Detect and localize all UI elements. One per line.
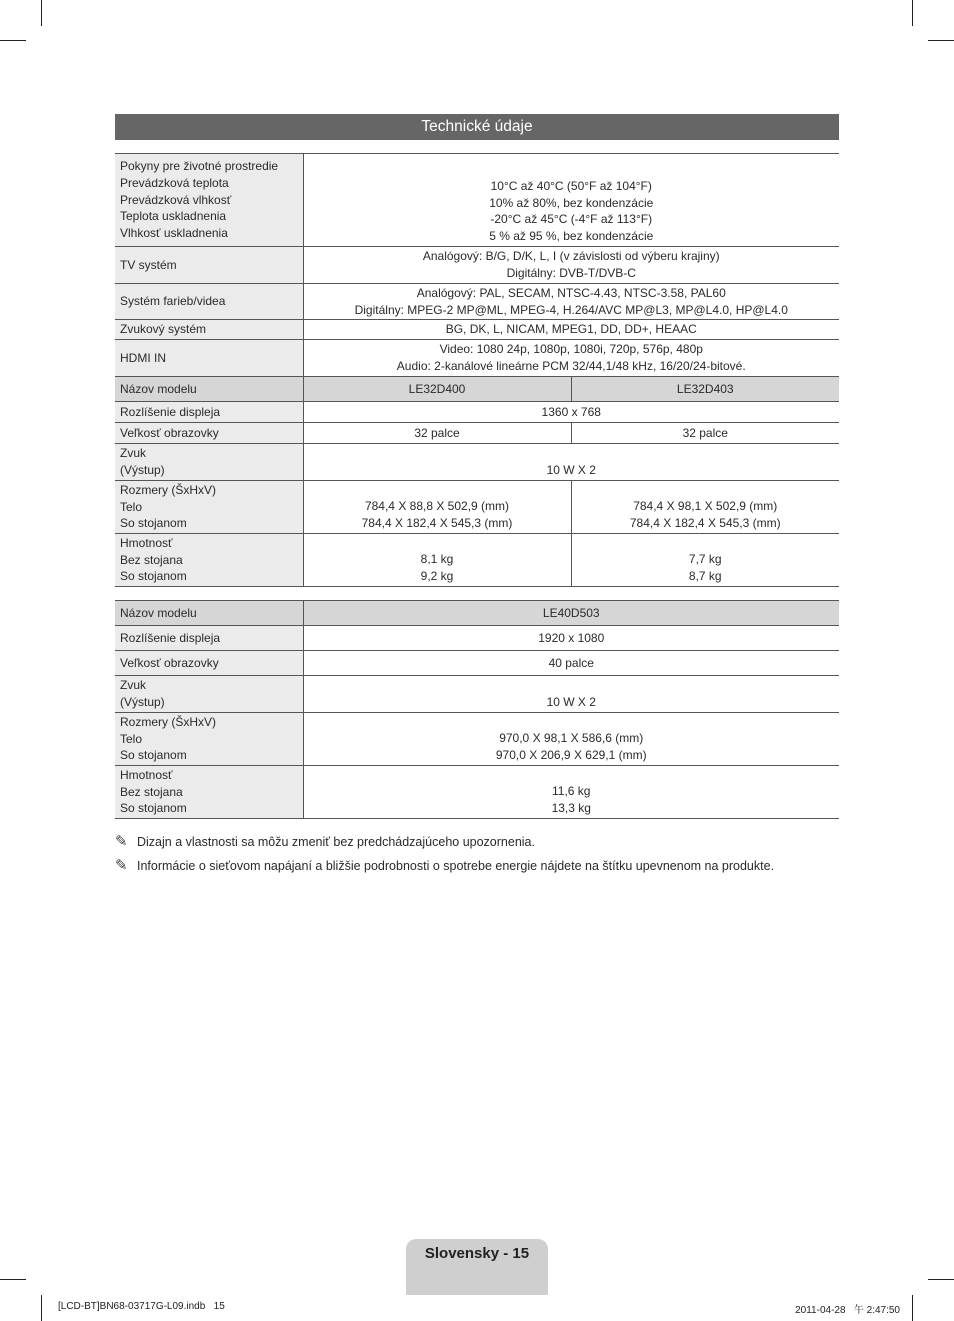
- env-labels: [115, 154, 303, 247]
- weight-a: [303, 534, 571, 587]
- notes: [115, 830, 839, 878]
- weight-line: 13,3 kg: [551, 801, 591, 816]
- table-row: [115, 626, 839, 651]
- weight-value: 8,7 kg: [688, 569, 722, 584]
- table-row: [115, 713, 839, 766]
- weight-value: 7,7 kg: [688, 552, 722, 567]
- dimensions-label: Rozmery (ŠxHxV): [120, 482, 217, 497]
- table-row: [115, 444, 839, 481]
- sound-label: (Výstup): [120, 463, 165, 477]
- weight-label: Hmotnosť: [120, 535, 173, 550]
- tv-system-label: TV systém: [115, 247, 303, 284]
- sound-value: 10 W X 2: [303, 676, 839, 713]
- spec-table-le32: [115, 153, 839, 587]
- pencil-note-icon: ✎: [115, 857, 128, 874]
- note-item: [115, 854, 839, 878]
- dimensions-value: 784,4 X 88,8 X 502,9 (mm): [364, 499, 510, 514]
- model-a: LE32D400: [303, 377, 571, 402]
- sound-label: Zvuk: [120, 678, 147, 693]
- color-system-label: Systém farieb/videa: [115, 284, 303, 320]
- dimensions-label: Rozmery (ŠxHxV): [120, 714, 217, 729]
- screen-size-b: 32 palce: [571, 423, 839, 444]
- resolution-value: 1360 x 768: [303, 402, 839, 423]
- crop-mark: [928, 40, 954, 41]
- model-label: Názov modelu: [115, 377, 303, 402]
- note-text: Dizajn a vlastnosti sa môžu zmeniť bez predchádzajúceho upozornenia.: [137, 835, 535, 849]
- sound-value: 10 W X 2: [303, 444, 839, 481]
- table-row: [115, 481, 839, 534]
- table-row: [115, 423, 839, 444]
- resolution-label: Rozlíšenie displeja: [115, 402, 303, 423]
- env-label: Prevádzková teplota: [120, 175, 229, 190]
- dimensions-label: So stojanom: [120, 748, 187, 763]
- env-value: 5 % až 95 %, bez kondenzácie: [489, 229, 654, 244]
- weight-label: So stojanom: [120, 569, 187, 584]
- dimensions-label: So stojanom: [120, 516, 187, 531]
- weight-b: [571, 534, 839, 587]
- sound-system-value: BG, DK, L, NICAM, MPEG1, DD, DD+, HEAAC: [303, 320, 839, 340]
- dimensions-value: [303, 713, 839, 766]
- screen-size-label: Veľkosť obrazovky: [115, 423, 303, 444]
- weight-label: Bez stojana: [120, 552, 183, 567]
- table-row: [115, 766, 839, 819]
- sound-labels: [115, 676, 303, 713]
- tv-system-line: Digitálny: DVB-T/DVB-C: [506, 266, 636, 280]
- dimensions-label: Telo: [120, 731, 143, 746]
- sound-label: Zvuk: [120, 446, 147, 461]
- crop-mark: [0, 40, 26, 41]
- weight-value: 9,2 kg: [420, 569, 454, 584]
- note-text: Informácie o sieťovom napájaní a bližšie podrobnosti o spotrebe energie nájdete na štítku upevnenom na produkte.: [137, 859, 775, 873]
- spec-table-le40: [115, 600, 839, 819]
- env-label: Teplota uskladnenia: [120, 209, 227, 224]
- dimensions-a: [303, 481, 571, 534]
- dimensions-labels: [115, 481, 303, 534]
- resolution-value: 1920 x 1080: [303, 626, 839, 651]
- weight-label: So stojanom: [120, 801, 187, 816]
- env-values: [303, 154, 839, 247]
- note-item: [115, 830, 839, 854]
- dimensions-value: 784,4 X 182,4 X 545,3 (mm): [629, 516, 781, 531]
- model-value: LE40D503: [303, 601, 839, 626]
- hdmi-line: Video: 1080 24p, 1080p, 1080i, 720p, 576p, 480p: [439, 342, 703, 357]
- weight-label: Bez stojana: [120, 784, 183, 799]
- table-row: [115, 247, 839, 284]
- model-b: LE32D403: [571, 377, 839, 402]
- print-slug-right: 2011-04-28 午 2:47:50: [795, 1305, 900, 1316]
- tv-system-value: [303, 247, 839, 284]
- dimensions-line: 970,0 X 206,9 X 629,1 (mm): [495, 748, 647, 763]
- table-row: [115, 651, 839, 676]
- dimensions-b: [571, 481, 839, 534]
- table-row: [115, 534, 839, 587]
- crop-mark: [928, 1279, 954, 1280]
- weight-labels: [115, 766, 303, 819]
- screen-size-label: Veľkosť obrazovky: [115, 651, 303, 676]
- crop-mark: [912, 0, 913, 26]
- env-value: 10% až 80%, bez kondenzácie: [489, 195, 654, 210]
- hdmi-label: HDMI IN: [115, 340, 303, 377]
- dimensions-line: 970,0 X 98,1 X 586,6 (mm): [499, 731, 644, 746]
- weight-line: 11,6 kg: [552, 784, 591, 799]
- table-row: [115, 676, 839, 713]
- color-system-value: [303, 284, 839, 320]
- color-system-line: Digitálny: MPEG-2 MP@ML, MPEG-4, H.264/AVC MP@L3, MP@L4.0, HP@L4.0: [354, 302, 788, 317]
- model-label: Názov modelu: [115, 601, 303, 626]
- env-label: Vlhkosť uskladnenia: [120, 226, 228, 241]
- dimensions-labels: [115, 713, 303, 766]
- section-title: Technické údaje: [115, 114, 839, 140]
- env-value: -20°C až 45°C (-4°F až 113°F): [490, 212, 653, 227]
- weight-value: [303, 766, 839, 819]
- color-system-line: Analógový: PAL, SECAM, NTSC-4.43, NTSC-3.58, PAL60: [416, 285, 726, 300]
- env-label: Prevádzková vlhkosť: [120, 192, 232, 207]
- weight-label: Hmotnosť: [120, 767, 173, 782]
- resolution-label: Rozlíšenie displeja: [115, 626, 303, 651]
- hdmi-line: Audio: 2-kanálové lineárne PCM 32/44,1/48 kHz, 16/20/24-bitové.: [396, 359, 746, 373]
- screen-size-a: 32 palce: [303, 423, 571, 444]
- dimensions-value: 784,4 X 182,4 X 545,3 (mm): [361, 516, 513, 531]
- table-row: [115, 377, 839, 402]
- sound-label: (Výstup): [120, 695, 165, 709]
- hdmi-value: [303, 340, 839, 377]
- env-label: Pokyny pre životné prostredie: [120, 159, 279, 173]
- page-number-tab: [406, 1239, 548, 1295]
- crop-mark: [0, 1279, 26, 1280]
- pencil-note-icon: ✎: [115, 833, 128, 850]
- page-label: Slovensky - 15: [424, 1245, 530, 1262]
- crop-mark: [912, 1295, 913, 1321]
- table-row: [115, 284, 839, 320]
- print-slug-left: [LCD-BT]BN68-03717G-L09.indb 15: [58, 1301, 225, 1312]
- tv-system-line: Analógový: B/G, D/K, L, I (v závislosti od výberu krajiny): [422, 249, 720, 264]
- weight-value: 8,1 kg: [420, 552, 454, 567]
- crop-mark: [41, 0, 42, 26]
- table-row: [115, 154, 839, 247]
- sound-system-label: Zvukový systém: [115, 320, 303, 340]
- dimensions-label: Telo: [120, 499, 143, 514]
- screen-size-value: 40 palce: [303, 651, 839, 676]
- crop-mark: [41, 1295, 42, 1321]
- env-value: 10°C až 40°C (50°F až 104°F): [490, 178, 652, 193]
- weight-labels: [115, 534, 303, 587]
- table-row: [115, 340, 839, 377]
- dimensions-value: 784,4 X 98,1 X 502,9 (mm): [633, 499, 778, 514]
- sound-labels: [115, 444, 303, 481]
- table-row: [115, 402, 839, 423]
- table-row: [115, 601, 839, 626]
- table-row: [115, 320, 839, 340]
